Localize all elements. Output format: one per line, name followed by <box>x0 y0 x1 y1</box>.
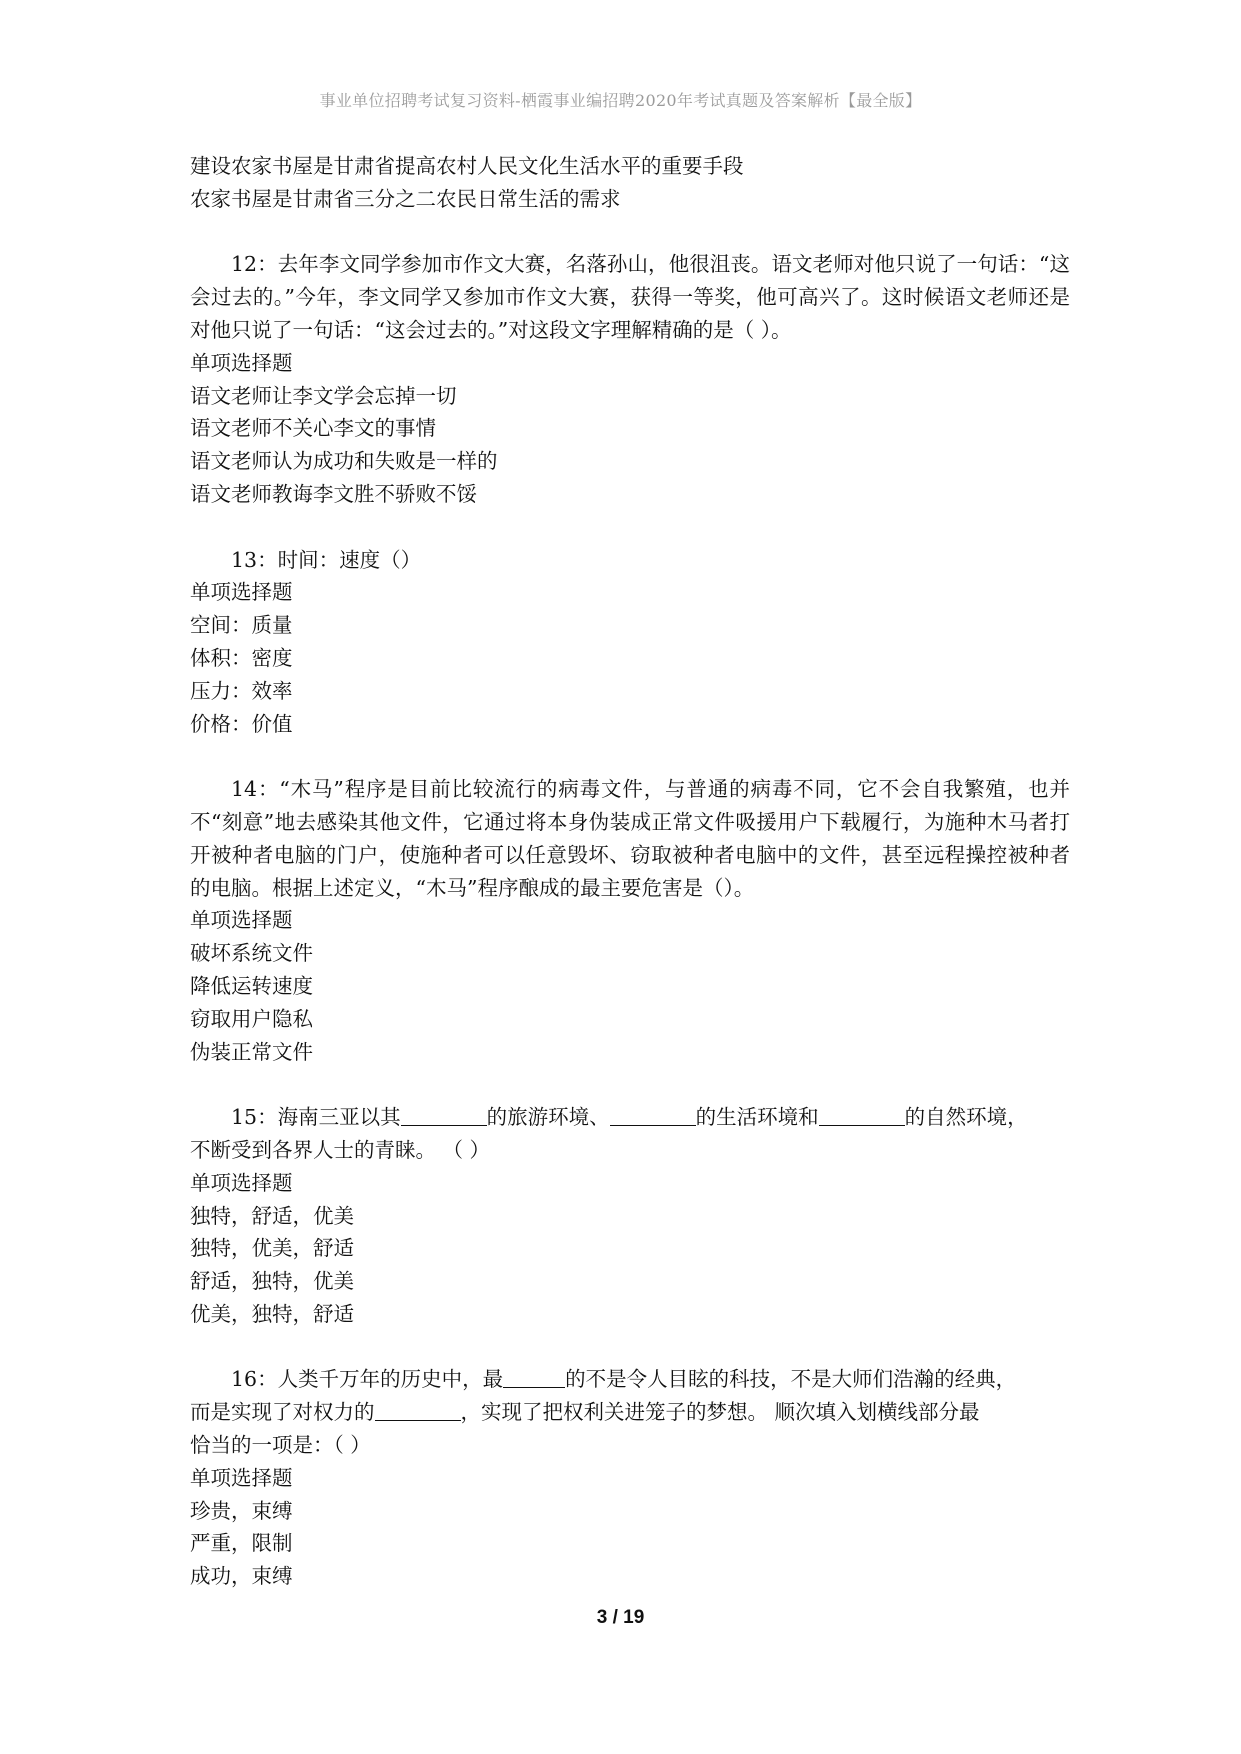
stem-text: 不断受到各界人士的青睐。 （ ） <box>190 1137 491 1162</box>
option-line: 成功，束缚 <box>190 1564 293 1589</box>
question-type: 单项选择题 <box>190 1465 293 1490</box>
option-line: 伪装正常文件 <box>190 1039 313 1064</box>
option-line: 珍贵，束缚 <box>190 1498 293 1523</box>
carryover-options <box>190 150 1070 216</box>
question-stem: 12：去年李文同学参加市作文大赛，名落孙山，他很沮丧。语文老师对他只说了一句话：“这会过去的。”今年，李文同学又参加市作文大赛，获得一等奖，他可高兴了。这时候语文老师还是对他只说了一句话：“这会过去的。”对这段文字理解精确的是（ ）。 <box>190 252 1070 342</box>
option-line: 窃取用户隐私 <box>190 1006 313 1031</box>
question-stem: 14：“木马”程序是目前比较流行的病毒文件，与普通的病毒不同，它不会自我繁殖，也并不“刻意”地去感染其他文件，它通过将本身伪装成正常文件吸援用户下载履行，为施种木马者打开被种者电脑的门户，使施种者可以任意毁坏、窃取被种者电脑中的文件，甚至远程操控被种者的电脑。根据上述定义，“木马”程序酿成的最主要危害是（）。 <box>190 777 1070 900</box>
option-line: 空间：质量 <box>190 613 293 638</box>
stem-text: 16：人类千万年的历史中，最 <box>231 1367 504 1392</box>
question-16 <box>190 1363 1070 1593</box>
question-13 <box>190 544 1070 741</box>
fill-blank <box>401 1103 487 1126</box>
stem-text: 而是实现了对权力的 <box>190 1400 375 1425</box>
question-12 <box>190 248 1070 510</box>
stem-text: ，实现了把权利关进笼子的梦想。 顺次填入划横线部分最 <box>460 1400 980 1425</box>
option-line: 独特，优美，舒适 <box>190 1236 354 1261</box>
question-15 <box>190 1101 1070 1331</box>
question-14 <box>190 773 1070 1068</box>
stem-text: 15：海南三亚以其 <box>231 1105 401 1130</box>
stem-text: 的生活环境和 <box>695 1105 819 1130</box>
option-line: 严重，限制 <box>190 1531 293 1556</box>
option-line: 语文老师不关心李文的事情 <box>190 416 436 441</box>
question-stem <box>190 1396 1070 1429</box>
document-body <box>190 150 1070 1593</box>
option-line: 降低运转速度 <box>190 973 313 998</box>
option-line: 优美，独特，舒适 <box>190 1301 354 1326</box>
option-line: 价格：价值 <box>190 711 293 736</box>
fill-blank <box>819 1103 905 1126</box>
stem-text: 的旅游环境、 <box>486 1105 610 1130</box>
fill-blank <box>503 1365 565 1388</box>
question-stem <box>190 1363 1070 1396</box>
stem-text: 恰当的一项是：（ ） <box>190 1433 371 1458</box>
page-number: 3 / 19 <box>596 1607 645 1628</box>
option-line: 农家书屋是甘肃省三分之二农民日常生活的需求 <box>190 186 621 211</box>
question-stem: 13：时间：速度（） <box>231 547 422 572</box>
option-line: 压力：效率 <box>190 678 293 703</box>
stem-text: 的不是令人目眩的科技，不是大师们浩瀚的经典， <box>565 1367 1017 1392</box>
fill-blank <box>610 1103 696 1126</box>
fill-blank <box>375 1398 461 1421</box>
option-line: 破坏系统文件 <box>190 941 313 966</box>
option-line: 舒适，独特，优美 <box>190 1269 354 1294</box>
question-type: 单项选择题 <box>190 350 293 375</box>
option-line: 语文老师认为成功和失败是一样的 <box>190 449 498 474</box>
option-line: 体积：密度 <box>190 645 293 670</box>
option-line: 语文老师让李文学会忘掉一切 <box>190 383 457 408</box>
stem-text: 的自然环境， <box>904 1105 1028 1130</box>
page-header: 事业单位招聘考试复习资料-栖霞事业编招聘2020年考试真题及答案解析【最全版】 <box>319 91 922 110</box>
question-type: 单项选择题 <box>190 580 293 605</box>
option-line: 建设农家书屋是甘肃省提高农村人民文化生活水平的重要手段 <box>190 154 744 178</box>
question-type: 单项选择题 <box>190 1170 293 1195</box>
option-line: 独特，舒适，优美 <box>190 1203 354 1228</box>
question-stem <box>190 1101 1070 1134</box>
question-type: 单项选择题 <box>190 908 293 933</box>
option-line: 语文老师教诲李文胜不骄败不馁 <box>190 481 477 506</box>
